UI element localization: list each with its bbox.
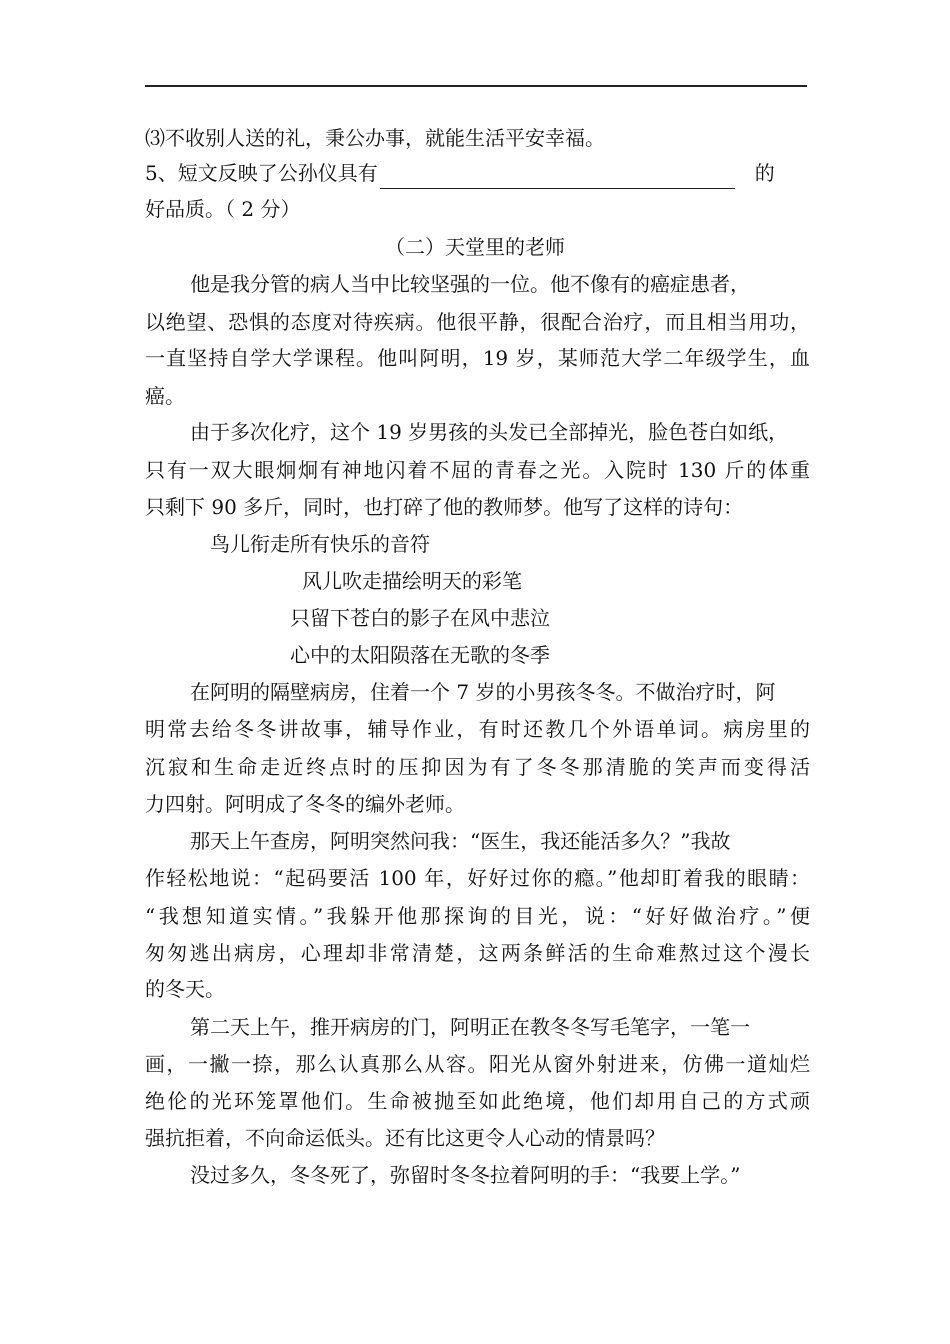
paragraph-line: 力四射。阿明成了冬冬的编外老师。 bbox=[145, 792, 465, 816]
paragraph-line: 癌。 bbox=[145, 384, 185, 408]
question-5 bbox=[145, 157, 810, 189]
paragraph-line: 匆匆逃出病房，心理却非常清楚，这两条鲜活的生命难熬过这个漫长 bbox=[145, 941, 810, 965]
paragraph-line: 绝伦的光环笼罩他们。生命被抛至如此绝境，他们却用自己的方式顽 bbox=[145, 1089, 810, 1113]
paragraph-line: 作轻松地说：“起码要活 100 年，好好过你的瘾。”他却盯着我的眼睛： bbox=[145, 866, 810, 890]
paragraph-line: 由于多次化疗，这个 19 岁男孩的头发已全部掉光，脸色苍白如纸， bbox=[190, 420, 789, 444]
poem-line: 心中的太阳陨落在无歌的冬季 bbox=[290, 643, 550, 667]
paragraph-line: 的冬天。 bbox=[145, 977, 225, 1001]
paragraph-line: 第二天上午，推开病房的门，阿明正在教冬冬写毛笔字，一笔一 bbox=[190, 1015, 750, 1039]
paragraph-line: 以绝望、恐惧的态度对待疾病。他很平静，很配合治疗，而且相当用功， bbox=[145, 310, 810, 334]
paragraph-line: 只剩下 90 多斤，同时，也打碎了他的教师梦。他写了这样的诗句： bbox=[145, 495, 744, 519]
paragraph-line: 那天上午查房，阿明突然问我：“医生，我还能活多久？”我故 bbox=[190, 829, 731, 853]
paragraph-line: 画，一撇一捺，那么认真那么从容。阳光从窗外射进来，仿佛一道灿烂 bbox=[145, 1052, 810, 1076]
paragraph-line: 他是我分管的病人当中比较坚强的一位。他不像有的癌症患者， bbox=[190, 272, 750, 296]
paragraph-line: 一直坚持自学大学课程。他叫阿明，19 岁，某师范大学二年级学生，血 bbox=[145, 346, 810, 370]
paragraph-line: 没过多久，冬冬死了，弥留时冬冬拉着阿明的手：“我要上学。” bbox=[190, 1163, 741, 1187]
header-rule bbox=[145, 85, 807, 87]
poem-line: 鸟儿衔走所有快乐的音符 bbox=[210, 532, 430, 556]
question-5-prefix: 5、短文反映了公孙仪具有 bbox=[145, 161, 378, 185]
paragraph-line: 明常去给冬冬讲故事，辅导作业，有时还教几个外语单词。病房里的 bbox=[145, 717, 810, 741]
question-5-suffix: 的 bbox=[754, 161, 775, 185]
paragraph-line: 只有一双大眼炯炯有神地闪着不屈的青春之光。入院时 130 斤的体重 bbox=[145, 458, 810, 482]
section-title: （二）天堂里的老师 bbox=[385, 235, 565, 259]
paragraph-line: 沉寂和生命走近终点时的压抑因为有了冬冬那清脆的笑声而变得活 bbox=[145, 755, 810, 779]
poem-line: 风儿吹走描绘明天的彩笔 bbox=[302, 569, 522, 593]
answer-blank[interactable] bbox=[380, 164, 735, 189]
question-5-line2: 好品质。（ 2 分） bbox=[145, 197, 301, 221]
paragraph-line: “我想知道实情。”我躲开他那探询的目光，说：“好好做治疗。”便 bbox=[145, 904, 810, 928]
paragraph-line: 在阿明的隔壁病房，住着一个 7 岁的小男孩冬冬。不做治疗时，阿 bbox=[190, 680, 776, 704]
paragraph-line: 强抗拒着，不向命运低头。还有比这更令人心动的情景吗？ bbox=[145, 1126, 665, 1150]
q4-option-3: ⑶不收别人送的礼，秉公办事，就能生活平安幸福。 bbox=[145, 126, 605, 150]
poem-line: 只留下苍白的影子在风中悲泣 bbox=[290, 606, 550, 630]
